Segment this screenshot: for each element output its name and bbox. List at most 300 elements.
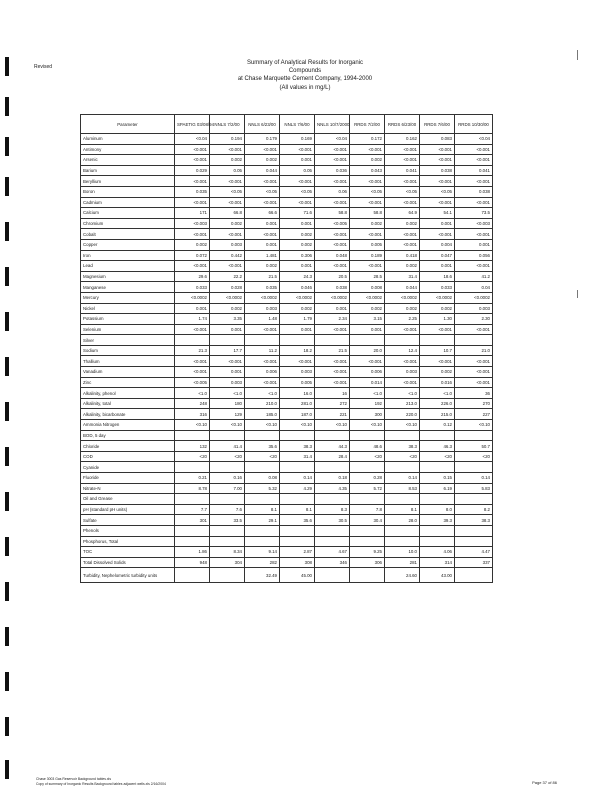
table-row bbox=[81, 494, 493, 505]
value-cell: 2.25 bbox=[385, 314, 420, 325]
parameter-cell: Alkalinity, bicarbonate bbox=[81, 409, 175, 420]
results-table-wrapper bbox=[80, 114, 492, 583]
value-cell: <0.001 bbox=[455, 377, 493, 388]
value-cell: 0.004 bbox=[420, 239, 455, 250]
scan-mark bbox=[5, 760, 9, 779]
value-cell: <0.001 bbox=[245, 324, 280, 335]
parameter-cell: Chromium bbox=[81, 218, 175, 229]
value-cell: 5.83 bbox=[455, 483, 493, 494]
value-cell bbox=[455, 430, 493, 441]
table-row bbox=[81, 208, 493, 219]
value-cell: 21.0 bbox=[455, 345, 493, 356]
parameter-cell: Silver bbox=[81, 335, 175, 346]
parameter-cell: Chloride bbox=[81, 441, 175, 452]
table-row bbox=[81, 515, 493, 526]
value-cell: 0.038 bbox=[420, 165, 455, 176]
value-cell: 1.86 bbox=[175, 547, 210, 558]
value-cell: 0.001 bbox=[455, 239, 493, 250]
value-cell: 29.6 bbox=[175, 271, 210, 282]
value-cell: <20 bbox=[420, 451, 455, 462]
value-cell: <20 bbox=[210, 451, 245, 462]
value-cell: 0.002 bbox=[210, 155, 245, 166]
value-cell: 0.041 bbox=[455, 165, 493, 176]
value-cell: 73.5 bbox=[455, 208, 493, 219]
value-cell: 18.2 bbox=[280, 345, 315, 356]
value-cell: 0.002 bbox=[280, 239, 315, 250]
value-cell: <0.001 bbox=[175, 229, 210, 240]
value-cell bbox=[455, 525, 493, 536]
value-cell: <0.05 bbox=[245, 186, 280, 197]
value-cell: 0.003 bbox=[245, 303, 280, 314]
value-cell: <0.001 bbox=[315, 261, 350, 272]
value-cell: <0.001 bbox=[175, 356, 210, 367]
value-cell: <0.001 bbox=[175, 155, 210, 166]
value-cell: 0.035 bbox=[175, 186, 210, 197]
value-cell: 308 bbox=[280, 557, 315, 568]
value-cell: 0.002 bbox=[420, 367, 455, 378]
value-cell: 8.1 bbox=[385, 504, 420, 515]
value-cell: 0.001 bbox=[210, 324, 245, 335]
value-cell bbox=[315, 525, 350, 536]
value-cell: 16.0 bbox=[280, 388, 315, 399]
value-cell: 304 bbox=[210, 557, 245, 568]
value-cell: 18.6 bbox=[420, 271, 455, 282]
value-cell: <0.001 bbox=[455, 197, 493, 208]
value-cell: 7.7 bbox=[175, 504, 210, 515]
value-cell: <0.05 bbox=[385, 186, 420, 197]
value-cell bbox=[385, 494, 420, 505]
parameter-cell: Oil and Grease bbox=[81, 494, 175, 505]
value-cell: 9.14 bbox=[245, 547, 280, 558]
value-cell: 0.001 bbox=[420, 261, 455, 272]
document-title bbox=[180, 59, 430, 92]
value-cell: <0.001 bbox=[455, 356, 493, 367]
value-cell: 0.001 bbox=[210, 367, 245, 378]
value-cell: 2.34 bbox=[315, 314, 350, 325]
value-cell: 346 bbox=[315, 557, 350, 568]
value-cell: <0.001 bbox=[420, 324, 455, 335]
value-cell: 8.34 bbox=[210, 547, 245, 558]
value-cell: <0.001 bbox=[280, 176, 315, 187]
value-cell: <0.001 bbox=[175, 261, 210, 272]
table-row bbox=[81, 229, 493, 240]
value-cell: <0.001 bbox=[315, 144, 350, 155]
value-cell bbox=[210, 568, 245, 583]
table-row bbox=[81, 282, 493, 293]
value-cell bbox=[350, 462, 385, 473]
value-cell: 8.78 bbox=[175, 483, 210, 494]
value-cell: 948 bbox=[175, 557, 210, 568]
value-cell: <0.005 bbox=[315, 218, 350, 229]
value-cell bbox=[315, 462, 350, 473]
footer-line: Chase 3003 Gas Reservoir Background tables.xls bbox=[36, 777, 112, 781]
value-cell: <0.001 bbox=[420, 197, 455, 208]
value-cell: 8.3 bbox=[315, 504, 350, 515]
scan-mark bbox=[5, 717, 9, 736]
value-cell: 8.1 bbox=[245, 504, 280, 515]
value-cell: 270 bbox=[455, 398, 493, 409]
title-line: Compounds bbox=[288, 68, 322, 75]
value-cell bbox=[385, 430, 420, 441]
value-cell: 1.79 bbox=[280, 314, 315, 325]
column-header-sample: NNLS 7/2/00 bbox=[210, 115, 245, 134]
value-cell: <0.001 bbox=[210, 356, 245, 367]
value-cell: 4.47 bbox=[455, 547, 493, 558]
value-cell: <0.001 bbox=[245, 356, 280, 367]
table-row bbox=[81, 165, 493, 176]
scan-mark bbox=[5, 447, 9, 466]
scan-mark bbox=[5, 582, 9, 601]
value-cell: 58.8 bbox=[350, 208, 385, 219]
value-cell bbox=[280, 525, 315, 536]
value-cell: <0.001 bbox=[280, 144, 315, 155]
value-cell: <0.001 bbox=[385, 155, 420, 166]
table-row bbox=[81, 441, 493, 452]
table-row bbox=[81, 345, 493, 356]
value-cell: 248 bbox=[175, 398, 210, 409]
value-cell bbox=[245, 525, 280, 536]
scan-mark bbox=[5, 57, 9, 76]
value-cell: 0.14 bbox=[455, 473, 493, 484]
value-cell: 281.0 bbox=[280, 398, 315, 409]
value-cell bbox=[210, 494, 245, 505]
value-cell bbox=[280, 462, 315, 473]
parameter-cell: BOD, 5 day bbox=[81, 430, 175, 441]
value-cell: 0.028 bbox=[210, 282, 245, 293]
value-cell bbox=[175, 462, 210, 473]
value-cell: 306 bbox=[350, 557, 385, 568]
parameter-cell: Selenium bbox=[81, 324, 175, 335]
parameter-cell: Iron bbox=[81, 250, 175, 261]
value-cell bbox=[280, 536, 315, 547]
value-cell: 38.3 bbox=[455, 515, 493, 526]
value-cell: <0.001 bbox=[455, 144, 493, 155]
value-cell bbox=[175, 536, 210, 547]
table-row bbox=[81, 261, 493, 272]
value-cell: <1.0 bbox=[350, 388, 385, 399]
value-cell: <0.05 bbox=[210, 186, 245, 197]
value-cell: 272 bbox=[315, 398, 350, 409]
value-cell: <0.05 bbox=[350, 186, 385, 197]
value-cell: 5.72 bbox=[350, 483, 385, 494]
value-cell: <1.0 bbox=[420, 388, 455, 399]
value-cell: 0.179 bbox=[245, 134, 280, 145]
table-row bbox=[81, 420, 493, 431]
value-cell: 316 bbox=[175, 409, 210, 420]
table-row bbox=[81, 176, 493, 187]
value-cell: 0.001 bbox=[315, 303, 350, 314]
value-cell: 2.87 bbox=[280, 547, 315, 558]
value-cell: <0.001 bbox=[245, 377, 280, 388]
value-cell: 43.00 bbox=[420, 568, 455, 583]
table-row bbox=[81, 377, 493, 388]
value-cell bbox=[210, 525, 245, 536]
value-cell: 12.4 bbox=[385, 345, 420, 356]
value-cell: <0.001 bbox=[385, 197, 420, 208]
page-number: Page 37 of 86 bbox=[532, 780, 557, 785]
scan-mark bbox=[5, 267, 9, 286]
value-cell: <0.10 bbox=[315, 420, 350, 431]
value-cell bbox=[315, 494, 350, 505]
scan-mark bbox=[5, 627, 9, 646]
value-cell: 24.60 bbox=[385, 568, 420, 583]
parameter-cell: Calcium bbox=[81, 208, 175, 219]
value-cell: <0.001 bbox=[245, 176, 280, 187]
value-cell: <0.001 bbox=[245, 144, 280, 155]
value-cell: <0.001 bbox=[420, 144, 455, 155]
value-cell: <0.10 bbox=[210, 420, 245, 431]
value-cell: <0.0002 bbox=[455, 292, 493, 303]
value-cell: 0.008 bbox=[350, 282, 385, 293]
column-header-sample: RRDS 7/2/00 bbox=[350, 115, 385, 134]
table-row bbox=[81, 186, 493, 197]
value-cell: 35.6 bbox=[280, 515, 315, 526]
value-cell: <0.0002 bbox=[210, 292, 245, 303]
value-cell: <0.0002 bbox=[315, 292, 350, 303]
value-cell: <1.0 bbox=[385, 388, 420, 399]
value-cell: 0.306 bbox=[280, 250, 315, 261]
value-cell: 192 bbox=[350, 398, 385, 409]
value-cell bbox=[175, 430, 210, 441]
value-cell: 41.4 bbox=[210, 441, 245, 452]
value-cell: 38.3 bbox=[280, 441, 315, 452]
parameter-cell: Lead bbox=[81, 261, 175, 272]
value-cell: 2.30 bbox=[455, 314, 493, 325]
value-cell: 0.172 bbox=[350, 134, 385, 145]
value-cell bbox=[210, 536, 245, 547]
value-cell: 28.4 bbox=[315, 451, 350, 462]
value-cell: 210.0 bbox=[245, 398, 280, 409]
value-cell bbox=[420, 462, 455, 473]
value-cell: <0.0002 bbox=[175, 292, 210, 303]
value-cell: <0.003 bbox=[455, 218, 493, 229]
value-cell: 0.002 bbox=[210, 218, 245, 229]
value-cell: 36 bbox=[455, 388, 493, 399]
parameter-cell: Arsenic bbox=[81, 155, 175, 166]
table-row bbox=[81, 451, 493, 462]
value-cell bbox=[245, 462, 280, 473]
value-cell: <0.001 bbox=[315, 367, 350, 378]
value-cell: <0.001 bbox=[455, 229, 493, 240]
scan-mark bbox=[5, 492, 9, 511]
value-cell: 187.0 bbox=[280, 409, 315, 420]
value-cell: <0.001 bbox=[420, 356, 455, 367]
value-cell: 0.036 bbox=[315, 165, 350, 176]
value-cell: 0.442 bbox=[210, 250, 245, 261]
value-cell: 7.6 bbox=[210, 504, 245, 515]
table-row bbox=[81, 155, 493, 166]
value-cell: 0.003 bbox=[385, 367, 420, 378]
value-cell: 11.2 bbox=[245, 345, 280, 356]
parameter-cell: Sodium bbox=[81, 345, 175, 356]
value-cell: <0.001 bbox=[420, 155, 455, 166]
value-cell: 0.05 bbox=[280, 165, 315, 176]
value-cell: 0.189 bbox=[350, 250, 385, 261]
value-cell: 0.002 bbox=[280, 303, 315, 314]
value-cell: 281 bbox=[385, 557, 420, 568]
value-cell: <0.001 bbox=[455, 367, 493, 378]
value-cell: 31.4 bbox=[385, 271, 420, 282]
value-cell: 21.5 bbox=[315, 345, 350, 356]
value-cell: 31.4 bbox=[280, 451, 315, 462]
parameter-cell: Alkalinity, total bbox=[81, 398, 175, 409]
parameter-cell: pH (standard pH units) bbox=[81, 504, 175, 515]
value-cell: <0.04 bbox=[175, 134, 210, 145]
value-cell: 0.001 bbox=[175, 303, 210, 314]
value-cell bbox=[385, 525, 420, 536]
value-cell: <0.001 bbox=[385, 356, 420, 367]
value-cell: 0.043 bbox=[350, 165, 385, 176]
value-cell bbox=[420, 335, 455, 346]
value-cell: <0.001 bbox=[245, 197, 280, 208]
value-cell: 4.29 bbox=[280, 483, 315, 494]
value-cell: 4.06 bbox=[420, 547, 455, 558]
scan-mark bbox=[5, 137, 9, 156]
value-cell: 0.162 bbox=[385, 134, 420, 145]
value-cell bbox=[315, 430, 350, 441]
value-cell: <0.10 bbox=[350, 420, 385, 431]
parameter-cell: Vanadium bbox=[81, 367, 175, 378]
value-cell bbox=[245, 430, 280, 441]
value-cell: 24.3 bbox=[280, 271, 315, 282]
value-cell: <0.001 bbox=[315, 356, 350, 367]
value-cell: <0.10 bbox=[245, 420, 280, 431]
value-cell: 0.14 bbox=[385, 473, 420, 484]
results-table bbox=[80, 114, 493, 583]
value-cell: 8.2 bbox=[455, 504, 493, 515]
value-cell: <20 bbox=[385, 451, 420, 462]
value-cell: <0.001 bbox=[315, 377, 350, 388]
scan-edge-mark bbox=[577, 50, 578, 60]
value-cell bbox=[210, 430, 245, 441]
value-cell: 30.5 bbox=[315, 515, 350, 526]
value-cell: <0.10 bbox=[385, 420, 420, 431]
value-cell: 0.038 bbox=[455, 186, 493, 197]
value-cell: 0.044 bbox=[385, 282, 420, 293]
value-cell: 0.072 bbox=[175, 250, 210, 261]
value-cell: 213.0 bbox=[385, 398, 420, 409]
value-cell: <0.10 bbox=[175, 420, 210, 431]
parameter-cell: Nitrate-N bbox=[81, 483, 175, 494]
value-cell bbox=[175, 568, 210, 583]
table-body bbox=[81, 134, 493, 583]
value-cell bbox=[420, 536, 455, 547]
value-cell: 7.00 bbox=[210, 483, 245, 494]
value-cell: 0.002 bbox=[420, 303, 455, 314]
value-cell: <0.001 bbox=[315, 176, 350, 187]
value-cell: 48.6 bbox=[350, 441, 385, 452]
title-line: Summary of Analytical Results for Inorganic bbox=[246, 60, 364, 66]
scan-mark bbox=[5, 177, 9, 196]
value-cell bbox=[280, 335, 315, 346]
value-cell: <0.001 bbox=[210, 144, 245, 155]
parameter-cell: Turbidity, Nephelometric turbidity units bbox=[81, 568, 175, 583]
value-cell: <0.001 bbox=[385, 377, 420, 388]
parameter-cell: Nickel bbox=[81, 303, 175, 314]
value-cell bbox=[350, 335, 385, 346]
scan-mark bbox=[5, 222, 9, 241]
value-cell: 0.056 bbox=[455, 250, 493, 261]
value-cell: <0.0002 bbox=[280, 292, 315, 303]
value-cell: 227 bbox=[455, 409, 493, 420]
value-cell: <0.001 bbox=[175, 197, 210, 208]
table-row bbox=[81, 388, 493, 399]
value-cell: 45.00 bbox=[280, 568, 315, 583]
scan-mark bbox=[5, 402, 9, 421]
value-cell: <0.04 bbox=[455, 134, 493, 145]
value-cell: <0.001 bbox=[385, 324, 420, 335]
table-row bbox=[81, 547, 493, 558]
value-cell: 17.7 bbox=[210, 345, 245, 356]
value-cell: 8.1 bbox=[280, 504, 315, 515]
value-cell: 0.044 bbox=[245, 165, 280, 176]
parameter-cell: Potassium bbox=[81, 314, 175, 325]
value-cell: 7.8 bbox=[350, 504, 385, 515]
value-cell: <20 bbox=[350, 451, 385, 462]
value-cell bbox=[350, 430, 385, 441]
footer-file-paths bbox=[36, 777, 166, 786]
parameter-cell: Boron bbox=[81, 186, 175, 197]
value-cell: 10.7 bbox=[420, 345, 455, 356]
value-cell bbox=[245, 494, 280, 505]
value-cell: <20 bbox=[175, 451, 210, 462]
value-cell: 0.001 bbox=[280, 324, 315, 335]
parameter-cell: Mercury bbox=[81, 292, 175, 303]
value-cell bbox=[420, 525, 455, 536]
parameter-cell: Antimony bbox=[81, 144, 175, 155]
value-cell: 1.481 bbox=[245, 250, 280, 261]
revision-label: Revised bbox=[34, 64, 53, 70]
scan-mark bbox=[5, 97, 9, 116]
value-cell bbox=[175, 494, 210, 505]
column-header-sample: NNLS 7/6/00 bbox=[280, 115, 315, 134]
table-row bbox=[81, 335, 493, 346]
value-cell: <1.0 bbox=[175, 388, 210, 399]
value-cell: <0.0002 bbox=[385, 292, 420, 303]
table-row bbox=[81, 239, 493, 250]
value-cell: 301 bbox=[175, 515, 210, 526]
value-cell: 5.32 bbox=[245, 483, 280, 494]
value-cell: 4.67 bbox=[315, 547, 350, 558]
value-cell: 0.001 bbox=[280, 261, 315, 272]
value-cell: 32.49 bbox=[245, 568, 280, 583]
value-cell: 0.048 bbox=[315, 250, 350, 261]
value-cell: 66.6 bbox=[245, 208, 280, 219]
parameter-cell: Sulfate bbox=[81, 515, 175, 526]
value-cell: <0.001 bbox=[350, 197, 385, 208]
value-cell: <0.001 bbox=[350, 261, 385, 272]
value-cell: 6.19 bbox=[420, 483, 455, 494]
value-cell: 0.001 bbox=[280, 218, 315, 229]
value-cell: 10.0 bbox=[385, 547, 420, 558]
table-row bbox=[81, 398, 493, 409]
value-cell: <0.001 bbox=[350, 144, 385, 155]
value-cell: 0.006 bbox=[245, 367, 280, 378]
table-row bbox=[81, 218, 493, 229]
value-cell: 64.9 bbox=[385, 208, 420, 219]
value-cell: <0.001 bbox=[315, 229, 350, 240]
value-cell: <0.10 bbox=[280, 420, 315, 431]
scan-mark bbox=[5, 357, 9, 376]
value-cell bbox=[455, 335, 493, 346]
value-cell: 39.3 bbox=[420, 515, 455, 526]
table-row bbox=[81, 536, 493, 547]
value-cell bbox=[455, 536, 493, 547]
title-line: at Chase Marquette Cement Company, 1994-2000 bbox=[237, 76, 373, 83]
value-cell bbox=[315, 335, 350, 346]
table-row bbox=[81, 250, 493, 261]
value-cell: 226.0 bbox=[420, 398, 455, 409]
